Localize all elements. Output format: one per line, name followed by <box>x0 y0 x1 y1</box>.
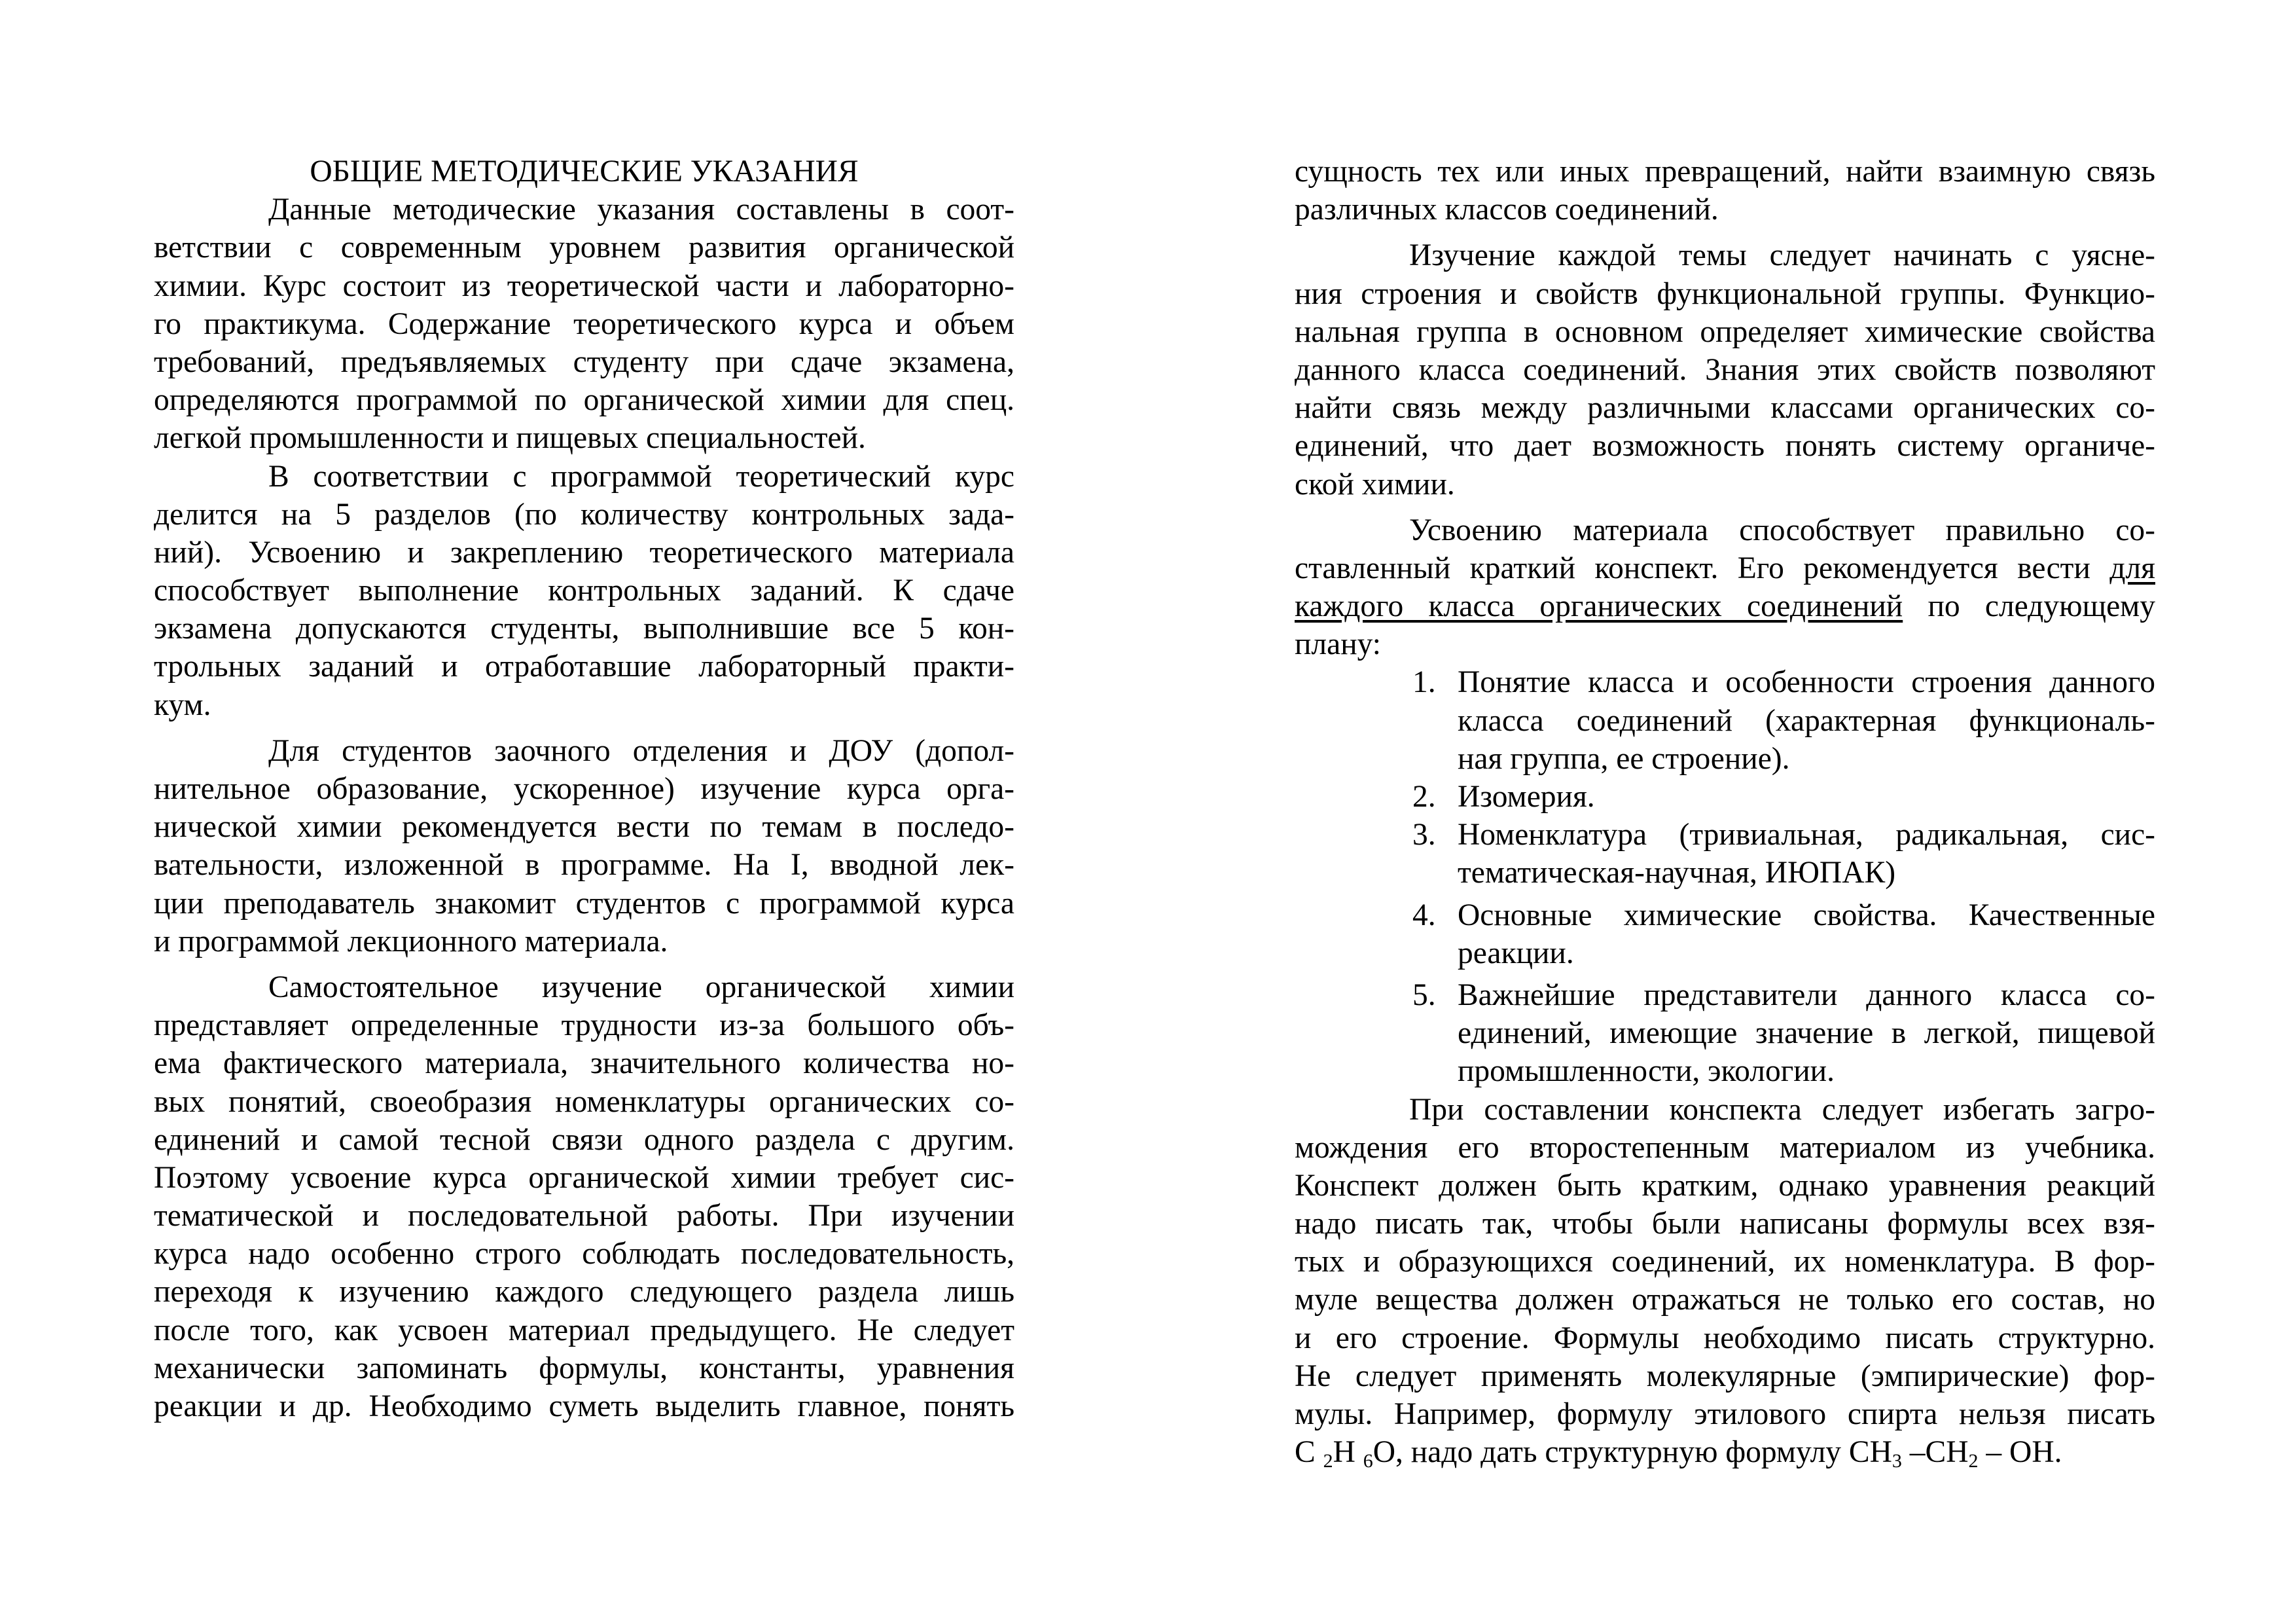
text-line: нительное образование, ускоренное) изучение курса орга- <box>154 772 1014 806</box>
text-span: Важнейшие представители данного класса со- <box>1458 977 2155 1012</box>
formula-o: O, надо дать структурную формулу CH <box>1372 1435 1892 1470</box>
text-line: способствует выполнение контрольных заданий. К сдаче <box>154 574 1014 608</box>
text-line: Конспект должен быть кратким, однако уравнения реакций <box>1295 1168 2155 1203</box>
text-line: найти связь между различными классами органических со- <box>1295 391 2155 426</box>
text-span: Основные химические свойства. Качественные <box>1458 898 2155 932</box>
text-line <box>1295 896 2155 934</box>
text-line: тематической и последовательной работы. При изучении <box>154 1199 1014 1233</box>
text-line: требований, предъявляемых студенту при сдаче экзамена, <box>154 344 1014 379</box>
text-line: нальная группа в основном определяет химические свойства <box>1295 314 2155 349</box>
text-line: реакции. <box>1458 936 1574 970</box>
subscript: 2 <box>1323 1450 1333 1472</box>
formula-h: H <box>1333 1435 1363 1470</box>
subscript: 3 <box>1892 1450 1902 1472</box>
text-line: плану: <box>1295 627 1381 662</box>
text-line: после того, как усвоен материал предыдущего. Не следует <box>154 1313 1014 1347</box>
text-line: Усвоению материала способствует правильно со- <box>1409 513 2155 547</box>
list-item <box>1295 896 2155 972</box>
text-span: Номенклатура (тривиальная, радикальная, сис- <box>1458 818 2155 852</box>
spacer <box>1295 503 2155 511</box>
text-line: тематическая-научная, ИЮПАК) <box>1458 856 1896 890</box>
text-line: промышленности, экологии. <box>1458 1054 1835 1089</box>
text-line: го практикума. Содержание теоретического курса и объем <box>154 306 1014 341</box>
text-line <box>1295 549 2155 587</box>
text-line: тых и образующихся соединений, их номенклатура. В фор- <box>1295 1245 2155 1279</box>
text-line: реакции и др. Необходимо суметь выделить главное, понять <box>154 1389 1014 1423</box>
paragraph-1 <box>154 191 1014 457</box>
text-line <box>1295 976 2155 1014</box>
text-line: нической химии рекомендуется вести по темам в последо- <box>154 810 1014 845</box>
text-line: Поэтому усвоение курса органической химии требует сис- <box>154 1160 1014 1195</box>
paragraph-3 <box>154 732 1014 960</box>
right-column <box>1295 153 2155 1471</box>
text-line: определяются программой по органической химии для спец. <box>154 383 1014 418</box>
text-line: В соответствии с программой теоретический курс <box>268 459 1014 494</box>
text-span: Изомерия. <box>1458 780 1595 814</box>
text-line: делится на 5 разделов (по количеству контрольных зада- <box>154 497 1014 532</box>
text-line: легкой промышленности и пищевых специальностей. <box>154 421 866 456</box>
list-item <box>1295 778 2155 816</box>
paragraph-2 <box>154 458 1014 724</box>
numbered-list <box>1295 663 2155 1090</box>
paragraph-2 <box>1295 511 2155 664</box>
text-line: экзамена допускаются студенты, выполнившие все 5 кон- <box>154 611 1014 646</box>
text-line: единений, имеющие значение в легкой, пищевой <box>1458 1016 2155 1051</box>
text-line: мулы. Например, формулу этилового спирта нельзя писать <box>1295 1397 2155 1431</box>
paragraph-4 <box>154 968 1014 1425</box>
text-line: представляет определенные трудности из-за большого объ- <box>154 1008 1014 1043</box>
text-line: данного класса соединений. Знания этих свойств позволяют <box>1295 352 2155 387</box>
subscript: 2 <box>1968 1450 1979 1472</box>
text-line: вательности, изложенной в программе. На I, вводной лек- <box>154 848 1014 883</box>
text-line: надо писать так, чтобы были написаны формулы всех взя- <box>1295 1207 2155 1241</box>
text-line: кум. <box>154 687 211 722</box>
text-line: единений и самой тесной связи одного раздела с другим. <box>154 1122 1014 1157</box>
text-span: ставленный краткий конспект. Его рекомендуется вести <box>1295 551 2110 585</box>
text-span: Понятие класса и особенности строения данного <box>1458 665 2155 700</box>
text-line: Для студентов заочного отделения и ДОУ (допол- <box>268 733 1014 768</box>
list-number: 2. <box>1412 780 1436 814</box>
list-number: 3. <box>1412 818 1436 852</box>
text-line: вых понятий, своеобразия номенклатуры органических со- <box>154 1084 1014 1119</box>
text-line: При составлении конспекта следует избегать загро- <box>1409 1092 2155 1127</box>
text-line: единений, что дает возможность понять систему органиче- <box>1295 429 2155 464</box>
text-span: по следующему <box>1903 589 2155 624</box>
text-line <box>1295 663 2155 701</box>
text-line: ний). Усвоению и закреплению теоретического материала <box>154 535 1014 570</box>
spacer <box>154 960 1014 968</box>
text-line: мождения его второстепенным материалом из учебника. <box>1295 1130 2155 1165</box>
list-number: 4. <box>1412 898 1436 932</box>
text-line: курса надо особенно строго соблюдать последовательность, <box>154 1237 1014 1271</box>
text-line <box>1295 587 2155 625</box>
paragraph-1 <box>1295 236 2155 503</box>
formula-ch2: –CH <box>1901 1435 1969 1470</box>
text-line: различных классов соединений. <box>1295 192 1719 227</box>
text-line: Не следует применять молекулярные (эмпирические) фор- <box>1295 1359 2155 1393</box>
list-item <box>1295 976 2155 1091</box>
text-line: и его строение. Формулы необходимо писать структурно. <box>1295 1321 2155 1355</box>
text-line: класса соединений (характерная функциональ- <box>1458 703 2155 738</box>
list-item <box>1295 816 2155 892</box>
paragraph-continued <box>1295 153 2155 228</box>
page-title: ОБЩИЕ МЕТОДИЧЕСКИЕ УКАЗАНИЯ <box>310 155 859 189</box>
text-line: Изучение каждой темы следует начинать с уясне- <box>1409 238 2155 273</box>
text-line: ции преподаватель знакомит студентов с программой курса <box>154 886 1014 921</box>
text-line: ской химии. <box>1295 467 1455 501</box>
text-line <box>1295 816 2155 854</box>
text-line <box>1295 778 2155 816</box>
list-number: 5. <box>1412 977 1436 1012</box>
underlined-text: каждого класса органических соединений <box>1295 589 1903 624</box>
text-line: переходя к изучению каждого следующего раздела лишь <box>154 1275 1014 1309</box>
spacer <box>154 724 1014 732</box>
text-line: Данные методические указания составлены в соот- <box>268 192 1014 227</box>
spacer <box>1295 228 2155 236</box>
formula-oh: – OH. <box>1978 1435 2062 1470</box>
text-line: химии. Курс состоит из теоретической части и лабораторно- <box>154 268 1014 303</box>
text-line: ветствии с современным уровнем развития органической <box>154 230 1014 265</box>
right-page <box>1148 0 2296 1623</box>
list-number: 1. <box>1412 665 1436 700</box>
text-line: механически запоминать формулы, константы, уравнения <box>154 1351 1014 1385</box>
text-line: муле вещества должен отражаться не только его состав, но <box>1295 1283 2155 1317</box>
left-column <box>154 153 1014 1425</box>
text-line: ния строения и свойств функциональной группы. Функцио- <box>1295 276 2155 311</box>
text-line: сущность тех или иных превращений, найти взаимную связь <box>1295 155 2155 189</box>
text-line: ема фактического материала, значительного количества но- <box>154 1046 1014 1081</box>
text-line: ная группа, ее строение). <box>1458 741 1790 776</box>
text-line: трольных заданий и отработавшие лабораторный практи- <box>154 649 1014 684</box>
subscript: 6 <box>1363 1450 1373 1472</box>
underlined-text: для <box>2109 551 2155 585</box>
text-line: и программой лекционного материала. <box>154 924 668 958</box>
formula-line <box>1295 1433 2155 1471</box>
list-item <box>1295 663 2155 778</box>
formula-c: C <box>1295 1435 1323 1470</box>
paragraph-3 <box>1295 1091 2155 1472</box>
text-line: Самостоятельное изучение органической химии <box>268 970 1014 1004</box>
